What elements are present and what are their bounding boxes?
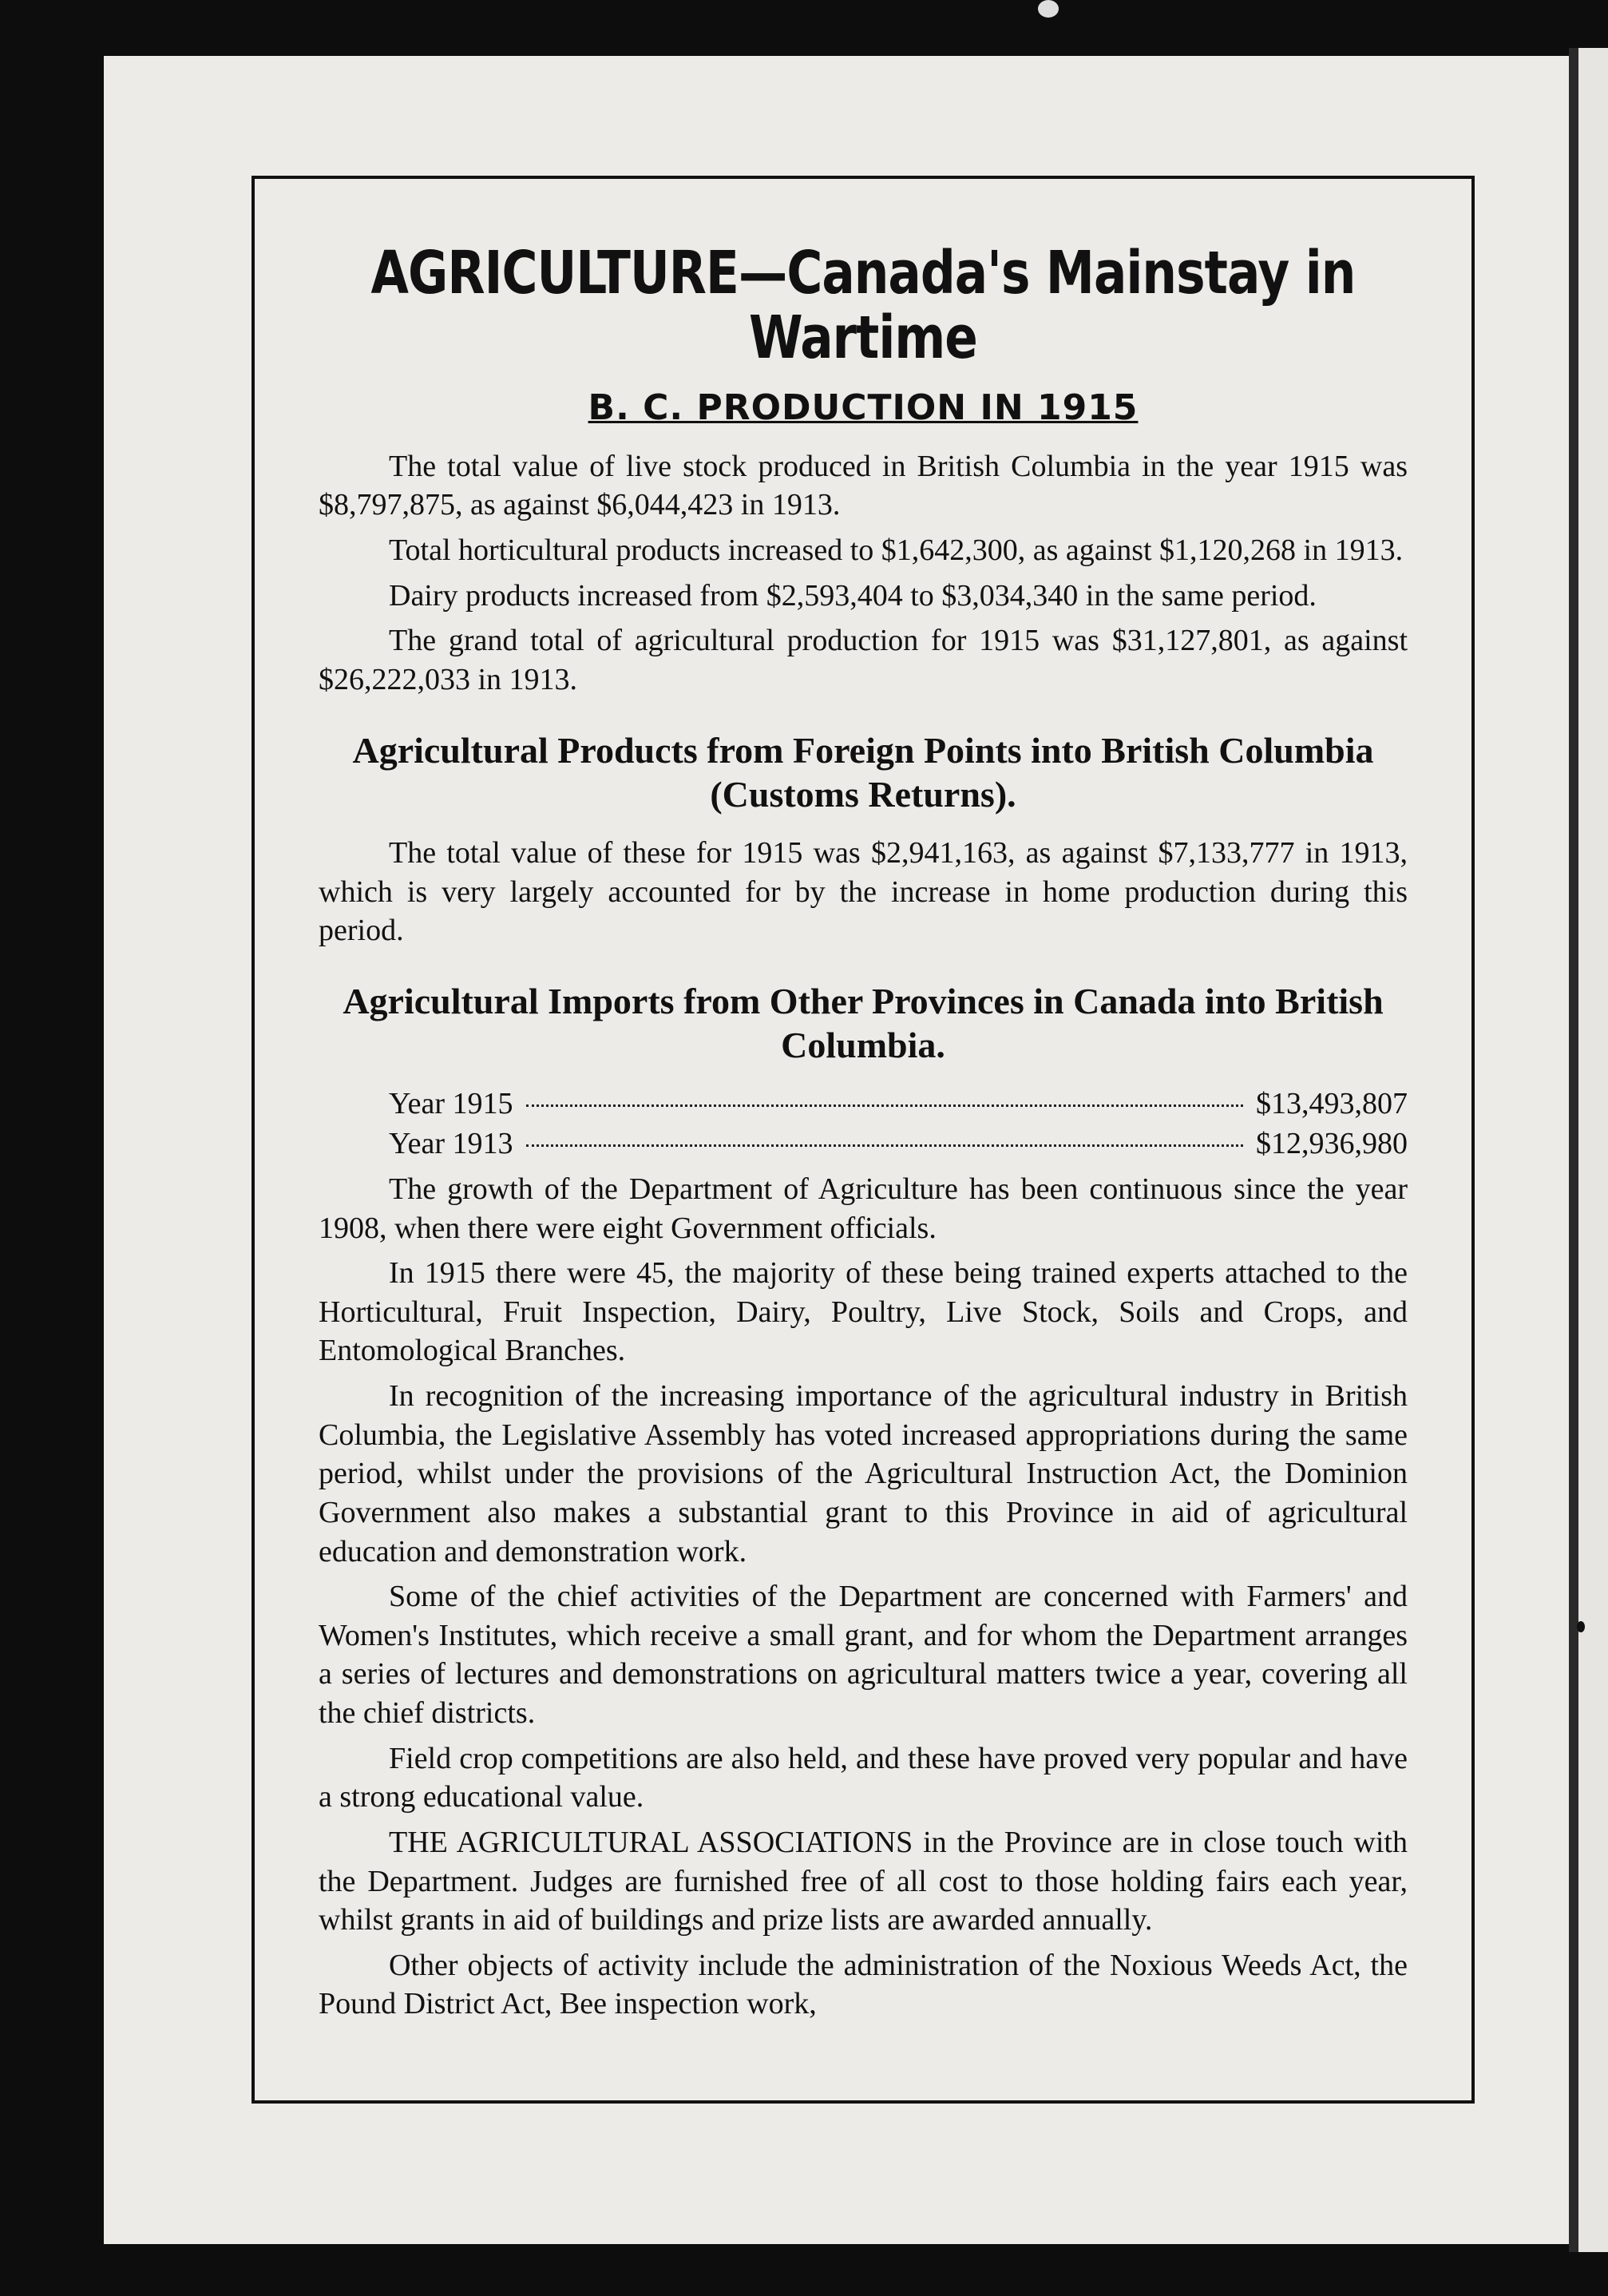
paragraph: Total horticultural products increased to $1,642,300, as against $1,120,268 in 1913. [389, 533, 1404, 568]
foreign-section [319, 728, 1408, 950]
paragraph: The grand total of agricultural production for 1915 was $31,127,801, as against $26,222,033 in 1913. [319, 624, 1408, 696]
paragraph: Other objects of activity include the administration of the Noxious Weeds Act, the Pound District Act, Bee inspection work, [319, 1948, 1408, 2021]
intro-section [319, 447, 1408, 700]
paragraph: In 1915 there were 45, the majority of these being trained experts attached to the Horticultural, Fruit Inspection, Dairy, Poultry, Live Stock, Soils and Crops, and Entomological Branches. [319, 1256, 1408, 1368]
provinces-section [319, 979, 1408, 2024]
paragraph: THE AGRICULTURAL ASSOCIATIONS in the Province are in close touch with the Department. Judges are furnished free of all cost to those holding fairs each year, whilst grants in aid of buildings and prize lists are awarded annually. [319, 1825, 1408, 1937]
row-value: $12,936,980 [1256, 1126, 1408, 1160]
row-value: $13,493,807 [1256, 1087, 1408, 1121]
paragraph: Dairy products increased from $2,593,404 to $3,034,340 in the same period. [389, 578, 1317, 613]
scan-speck [1038, 0, 1059, 18]
section-heading: Agricultural Imports from Other Provinces in Canada into British Columbia. [343, 980, 1384, 1065]
book-gutter [1569, 48, 1578, 2252]
article-title: AGRICULTURE—Canada's Mainstay in Wartime [370, 239, 1356, 373]
paragraph: Some of the chief activities of the Department are concerned with Farmers' and Women's Institutes, which receive a small grant, and for whom the Department arranges a series of lectures and demonstrations on agricultural matters twice a year, covering all the chief districts. [319, 1580, 1408, 1731]
article-subtitle: B. C. PRODUCTION IN 1915 [588, 387, 1139, 428]
facing-page-edge [1578, 48, 1608, 2252]
paragraph: The growth of the Department of Agriculture has been continuous since the year 1908, when there were eight Government officials. [319, 1172, 1408, 1245]
article-frame [251, 176, 1475, 2104]
dot-leader [526, 1104, 1243, 1107]
import-row-1915 [319, 1085, 1408, 1124]
dot-leader [526, 1144, 1243, 1147]
paragraph: The total value of live stock produced in British Columbia in the year 1915 was $8,797,875, as against $6,044,423 in 1913. [319, 449, 1408, 522]
paragraph: The total value of these for 1915 was $2,941,163, as against $7,133,777 in 1913, which is very largely accounted for by the increase in home production during this period. [319, 835, 1408, 948]
row-label: Year 1913 [389, 1126, 513, 1160]
import-row-1913 [319, 1124, 1408, 1164]
section-heading: Agricultural Products from Foreign Points into British Columbia (Customs Returns). [352, 729, 1374, 815]
paragraph: In recognition of the increasing importance of the agricultural industry in British Columbia, the Legislative Assembly has voted increased appropriations during the same period, whilst under the provisions of the Agricultural Instruction Act, the Dominion Government also makes a substantial grant to this Province in aid of agricultural education and demonstration work. [319, 1379, 1408, 1568]
scan-speck [1577, 1621, 1585, 1632]
row-label: Year 1915 [389, 1087, 513, 1121]
paragraph: Field crop competitions are also held, and these have proved very popular and have a strong educational value. [319, 1741, 1408, 1814]
